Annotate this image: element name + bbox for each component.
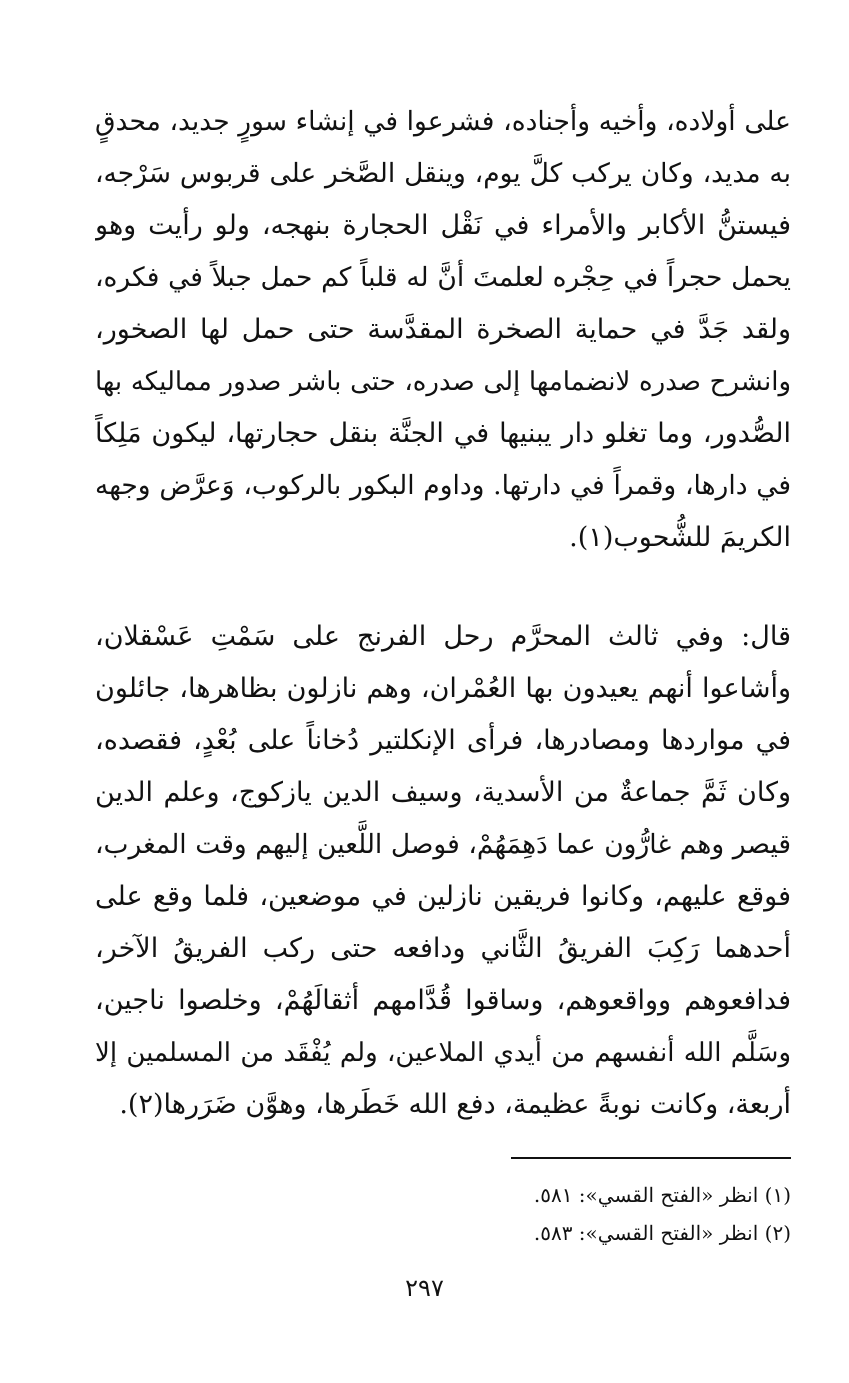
text-line: في دارها، وقمراً في دارتها. وداوم البكور بالركوب، وَعرَّض وجهه [95,470,791,501]
text-line: فدافعوهم وواقعوهم، وساقوا قُدَّامهم أثقالَهُمْ، وخلصوا ناجين، [95,985,791,1016]
footnote-1: (١) انظر «الفتح القسي»: ٥٨١. [533,1183,791,1207]
paragraph-2 [95,611,791,1131]
text-line: به مديد، وكان يركب كلَّ يوم، وينقل الصَّخر على قربوس سَرْجه، [95,158,791,189]
text-line: أحدهما رَكِبَ الفريقُ الثَّاني ودافعه حتى ركب الفريقُ الآخر، [95,933,791,964]
text-line: وانشرح صدره لانضمامها إلى صدره، حتى باشر صدور مماليكه بها [95,367,791,397]
text-line: وسَلَّم الله أنفسهم من أيدي الملاعين، ولم يُفْقَد من المسلمين إلا [95,1038,791,1068]
paragraph-1 [95,96,791,564]
text-line: الصُّدور، وما تغلو دار يبنيها في الجنَّة بنقل حجارتها، ليكون مَلِكاً [95,418,791,449]
page-number: ٢٩٧ [405,1274,444,1302]
text-line: على أولاده، وأخيه وأجناده، فشرعوا في إنشاء سورٍ جديد، محدقٍ [95,106,791,137]
footnotes [95,1176,791,1252]
text-line: الكريمَ للشُّحوب(١). [569,522,791,553]
text-line: ولقد جَدَّ في حماية الصخرة المقدَّسة حتى حمل لها الصخور، [95,314,791,345]
text-line: في مواردها ومصادرها، فرأى الإنكلتير دُخاناً على بُعْدٍ، فقصده، [95,725,791,756]
text-line: فيستنُّ الأكابر والأمراء في نَقْل الحجارة بنهجه، ولو رأيت وهو [95,210,791,241]
text-line: وأشاعوا أنهم يعيدون بها العُمْران، وهم نازلون بظاهرها، جائلون [95,673,791,704]
text-line: يحمل حجراً في حِجْره لعلمتَ أنَّ له قلباً كم حمل جبلاً في فكره، [95,262,791,293]
text-line: قيصر وهم غارُّون عما دَهِمَهُمْ، فوصل اللَّعين إليهم وقت المغرب، [95,829,791,860]
footnote-divider [511,1157,791,1159]
text-line: وكان ثَمَّ جماعةٌ من الأسدية، وسيف الدين يازكوج، وعلم الدين [95,777,791,808]
text-line: أربعة، وكانت نوبةً عظيمة، دفع الله خَطَرها، وهوَّن ضَرَرها(٢). [119,1089,791,1120]
text-line: قال: وفي ثالث المحرَّم رحل الفرنج على سَمْتِ عَسْقلان، [95,621,791,652]
text-line: فوقع عليهم، وكانوا فريقين نازلين في موضعين، فلما وقع على [95,881,791,912]
footnote-2: (٢) انظر «الفتح القسي»: ٥٨٣. [533,1221,791,1245]
